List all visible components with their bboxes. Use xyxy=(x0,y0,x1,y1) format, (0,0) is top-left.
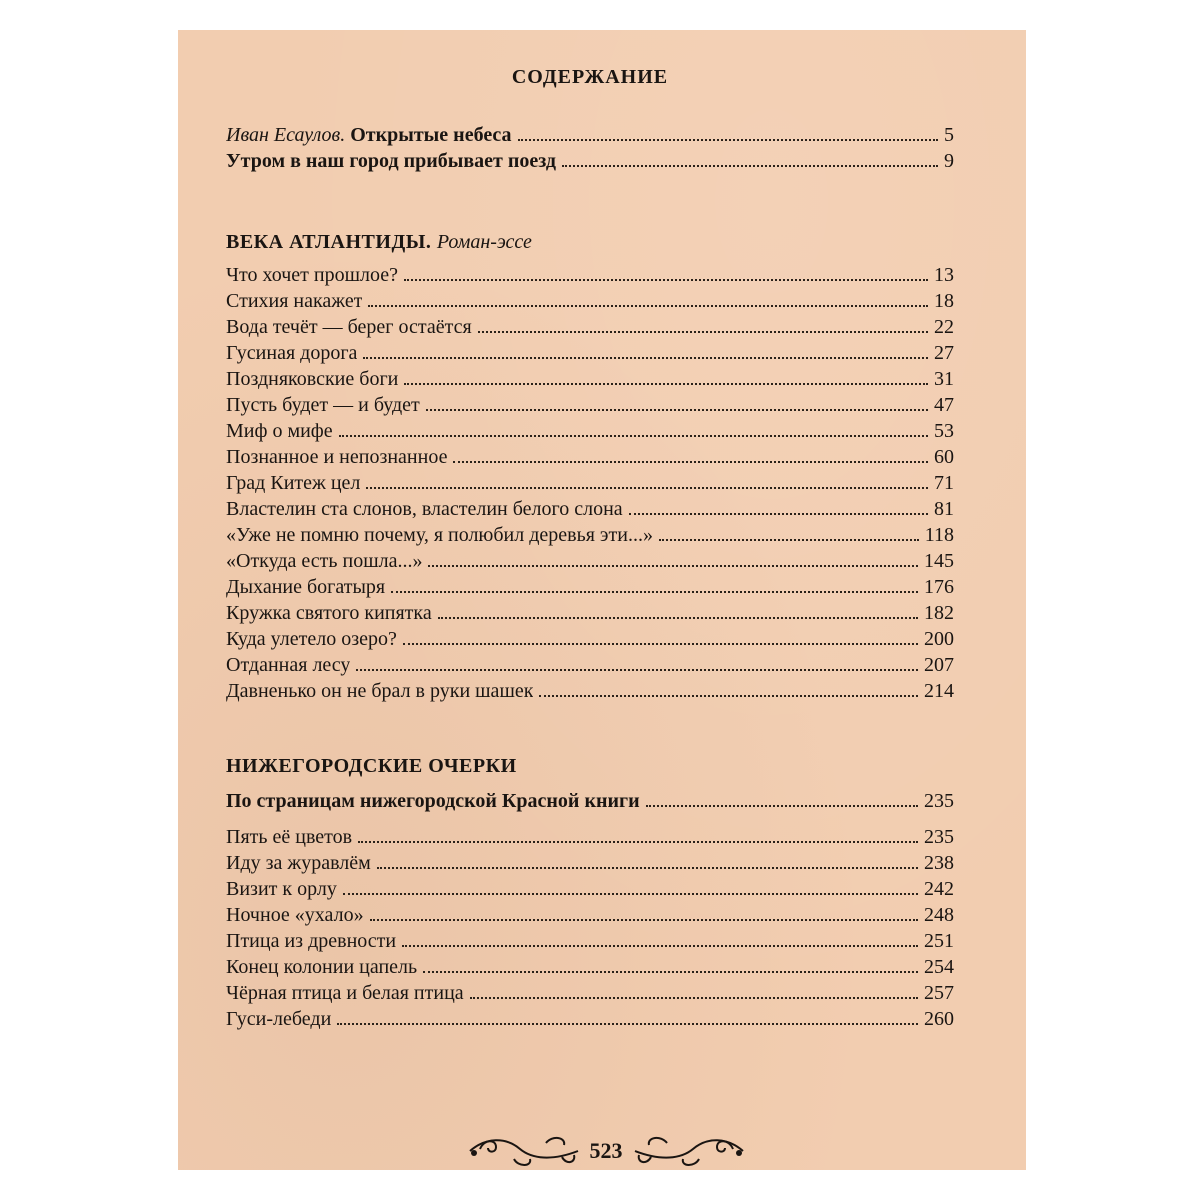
toc-entry xyxy=(226,340,954,366)
toc-entry xyxy=(226,288,954,314)
entry-page: 200 xyxy=(924,628,954,650)
entry-page: 257 xyxy=(924,982,954,1004)
section-subtitle: Роман-эссе xyxy=(436,231,532,253)
entry-title: Конец колонии цапель xyxy=(226,956,418,978)
entry-page: 145 xyxy=(924,550,954,572)
toc-entry xyxy=(226,444,954,470)
toc-entry xyxy=(226,652,954,678)
entry-page: 118 xyxy=(924,524,954,546)
toc-content xyxy=(226,62,954,1032)
dot-leader xyxy=(539,695,918,697)
toc-entry xyxy=(226,980,954,1006)
entry-page: 13 xyxy=(934,264,954,286)
page-footer xyxy=(446,1128,766,1174)
intro-list xyxy=(226,122,954,174)
toc-entry xyxy=(226,626,954,652)
entry-page: 27 xyxy=(934,342,954,364)
entry-title: Гусиная дорога xyxy=(226,342,358,364)
entry-page: 242 xyxy=(924,878,954,900)
entry-title: «Откуда есть пошла...» xyxy=(226,550,423,572)
toc-entry xyxy=(226,876,954,902)
entry-page: 235 xyxy=(924,826,954,848)
toc-entry-lead xyxy=(226,788,954,814)
entry-title: Птица из древности xyxy=(226,930,397,952)
dot-leader xyxy=(358,841,918,843)
toc-entry xyxy=(226,678,954,704)
entry-page: 176 xyxy=(924,576,954,598)
entry-page: 254 xyxy=(924,956,954,978)
dot-leader xyxy=(363,357,928,359)
toc-entry xyxy=(226,522,954,548)
entry-title: Чёрная птица и белая птица xyxy=(226,982,464,1004)
dot-leader xyxy=(659,539,919,541)
entry-page: 5 xyxy=(944,124,954,146)
entry-title: Миф о мифе xyxy=(226,420,333,442)
entry-title: Стихия накажет xyxy=(226,290,363,312)
entry-title: Пять её цветов xyxy=(226,826,353,848)
dot-leader xyxy=(339,435,928,437)
dot-leader xyxy=(478,331,928,333)
book-page xyxy=(178,30,1026,1170)
entry-title: Куда улетело озеро? xyxy=(226,628,397,650)
entry-title: По страницам нижегородской Красной книги xyxy=(226,790,640,812)
entry-page: 214 xyxy=(924,680,954,702)
page-number: 523 xyxy=(589,1138,623,1163)
entry-title: Познанное и непознанное xyxy=(226,446,448,468)
dot-leader xyxy=(438,617,918,619)
entry-title-text: Открытые небеса xyxy=(350,124,512,146)
entry-page: 9 xyxy=(944,150,954,172)
toc-entry xyxy=(226,850,954,876)
toc-entry xyxy=(226,366,954,392)
entry-title: Ночное «ухало» xyxy=(226,904,364,926)
dot-leader xyxy=(629,513,928,515)
entry-page: 81 xyxy=(934,498,954,520)
toc-entry xyxy=(226,496,954,522)
toc-entry xyxy=(226,392,954,418)
entry-page: 251 xyxy=(924,930,954,952)
toc-entry xyxy=(226,470,954,496)
section-veka-atlantidy xyxy=(226,228,954,704)
dot-leader xyxy=(428,565,918,567)
entry-title: Кружка святого кипятка xyxy=(226,602,432,624)
entry-page: 18 xyxy=(934,290,954,312)
dot-leader xyxy=(518,139,938,141)
entry-page: 22 xyxy=(934,316,954,338)
entry-title: Властелин ста слонов, властелин белого слона xyxy=(226,498,623,520)
toc-entry xyxy=(226,314,954,340)
entry-title: Утром в наш город прибывает поезд xyxy=(226,150,557,172)
section2-list xyxy=(226,824,954,1032)
page-title: СОДЕРЖАНИЕ xyxy=(511,66,669,88)
dot-leader xyxy=(562,165,938,167)
entry-title: Давненько он не брал в руки шашек xyxy=(226,680,534,702)
entry-title: Град Китеж цел xyxy=(226,472,361,494)
entry-title: Дыхание богатыря xyxy=(226,576,386,598)
entry-title: «Уже не помню почему, я полюбил деревья эти...» xyxy=(226,524,653,546)
right-ornament-icon xyxy=(629,1131,747,1171)
toc-entry xyxy=(226,954,954,980)
section-title-text: ВЕКА АТЛАНТИДЫ. xyxy=(226,231,432,253)
dot-leader xyxy=(377,867,918,869)
entry-page: 60 xyxy=(934,446,954,468)
entry-page: 248 xyxy=(924,904,954,926)
toc-entry xyxy=(226,148,954,174)
dot-leader xyxy=(402,945,918,947)
entry-title: Вода течёт — берег остаётся xyxy=(226,316,472,338)
entry-page: 238 xyxy=(924,852,954,874)
entry-page: 207 xyxy=(924,654,954,676)
section1-list xyxy=(226,262,954,704)
toc-entry xyxy=(226,262,954,288)
toc-entry xyxy=(226,902,954,928)
dot-leader xyxy=(370,919,918,921)
dot-leader xyxy=(426,409,928,411)
entry-title: Иду за журавлём xyxy=(226,852,371,874)
left-ornament-icon xyxy=(466,1131,584,1171)
entry-title: Пусть будет — и будет xyxy=(226,394,420,416)
toc-entry xyxy=(226,574,954,600)
toc-entry xyxy=(226,928,954,954)
entry-title: Визит к орлу xyxy=(226,878,337,900)
toc-entry xyxy=(226,600,954,626)
entry-title: Гуси-лебеди xyxy=(226,1008,332,1030)
section-title: НИЖЕГОРОДСКИЕ ОЧЕРКИ xyxy=(226,755,517,777)
entry-page: 235 xyxy=(924,790,954,812)
dot-leader xyxy=(391,591,918,593)
toc-entry xyxy=(226,1006,954,1032)
entry-page: 47 xyxy=(934,394,954,416)
toc-entry xyxy=(226,122,954,148)
entry-title xyxy=(226,122,512,148)
toc-entry xyxy=(226,418,954,444)
entry-page: 31 xyxy=(934,368,954,390)
dot-leader xyxy=(646,805,918,807)
entry-page: 260 xyxy=(924,1008,954,1030)
dot-leader xyxy=(404,279,928,281)
dot-leader xyxy=(337,1023,918,1025)
entry-title: Поздняковские боги xyxy=(226,368,399,390)
section-title xyxy=(226,228,954,256)
dot-leader xyxy=(423,971,918,973)
dot-leader xyxy=(403,643,918,645)
section-nizhegorodskie-ocherki xyxy=(226,752,954,1032)
dot-leader xyxy=(470,997,918,999)
dot-leader xyxy=(453,461,928,463)
entry-page: 71 xyxy=(934,472,954,494)
entry-title: Что хочет прошлое? xyxy=(226,264,398,286)
entry-page: 182 xyxy=(924,602,954,624)
entry-title: Отданная лесу xyxy=(226,654,351,676)
dot-leader xyxy=(356,669,918,671)
entry-page: 53 xyxy=(934,420,954,442)
toc-entry xyxy=(226,548,954,574)
dot-leader xyxy=(404,383,928,385)
entry-author: Иван Есаулов. xyxy=(226,124,346,146)
dot-leader xyxy=(343,893,918,895)
toc-entry xyxy=(226,824,954,850)
dot-leader xyxy=(368,305,928,307)
dot-leader xyxy=(366,487,928,489)
